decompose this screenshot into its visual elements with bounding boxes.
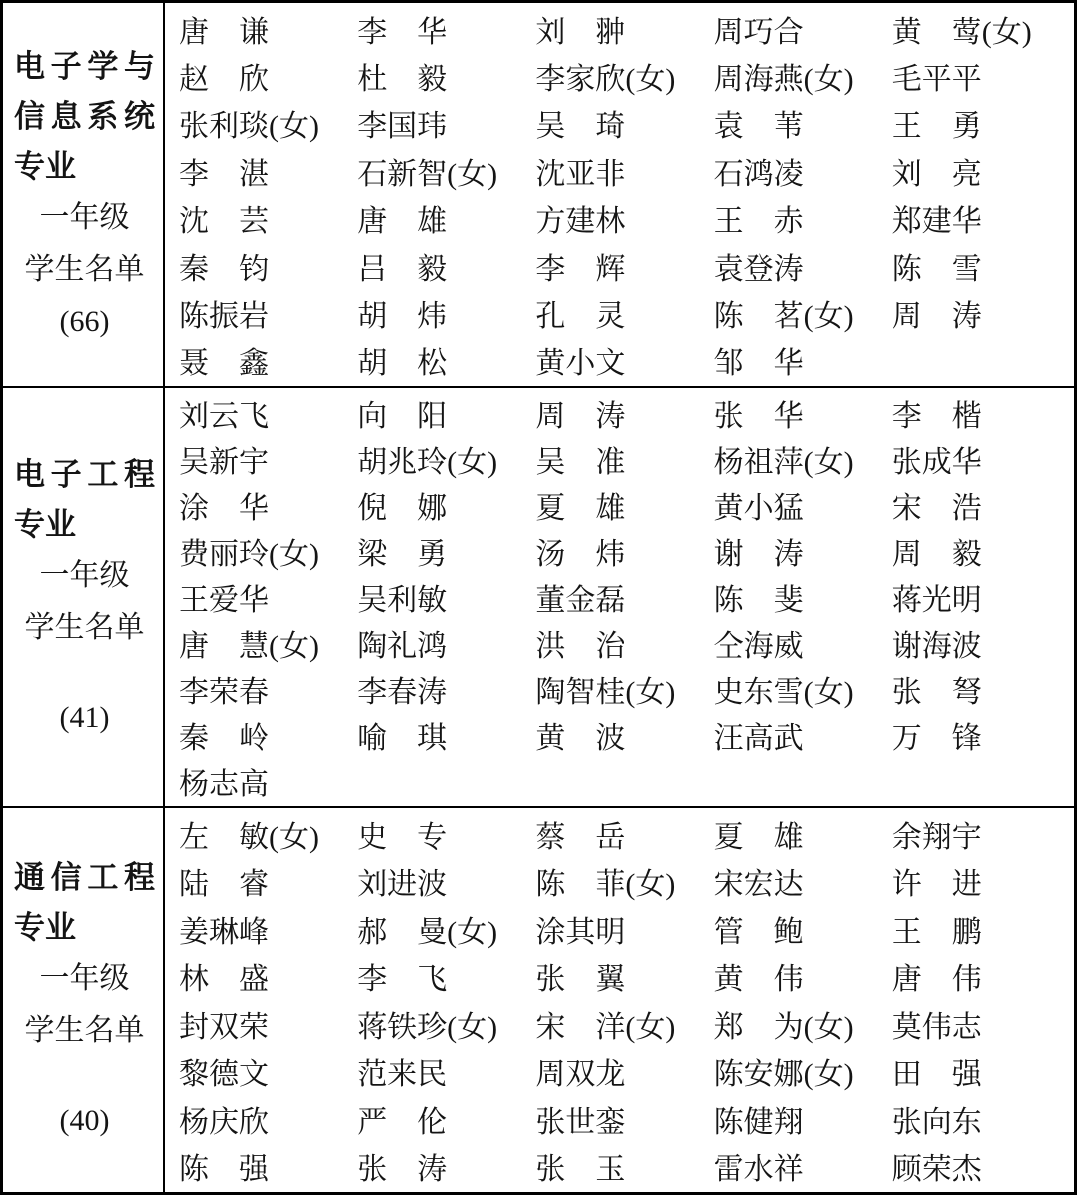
major-name-char: 信	[50, 860, 82, 895]
student-name: 陈安娜(女)	[713, 1058, 854, 1092]
student-name: 仝海威	[713, 630, 804, 663]
student-name: 刘 亮	[891, 157, 982, 191]
major-name-char: 通	[14, 860, 45, 895]
student-name: 沈亚非	[535, 157, 626, 191]
student-name: 左 敏(女)	[179, 820, 319, 854]
section-header-content	[14, 42, 155, 348]
student-name: 向 阳	[357, 400, 448, 433]
student-name: 宋 洋(女)	[535, 1010, 676, 1044]
student-name: 万 锋	[891, 722, 982, 755]
student-name: 雷水祥	[713, 1153, 804, 1187]
student-name: 黄小猛	[713, 492, 804, 525]
student-name: 吴利敏	[357, 584, 448, 617]
student-name: 涂 华	[179, 492, 269, 525]
student-name: 张 翼	[535, 963, 626, 997]
student-name: 夏 雄	[713, 820, 804, 854]
student-name: 刘 翀	[535, 15, 626, 49]
major-name-char: 电	[14, 48, 45, 84]
student-name: 周 涛	[891, 299, 982, 333]
student-name: 唐 伟	[891, 963, 982, 997]
student-name: 陆 睿	[179, 868, 269, 902]
student-name: 胡 松	[357, 347, 448, 381]
student-name: 李春涛	[357, 676, 448, 709]
student-name: 张世銮	[535, 1105, 626, 1139]
student-name: 史 专	[357, 820, 448, 854]
roster-label: 学生名单	[24, 252, 145, 286]
major-name-line	[14, 92, 155, 142]
student-name: 许 进	[891, 868, 982, 902]
major-name-char: 工	[87, 457, 119, 492]
student-name: 郑建华	[891, 205, 982, 239]
student-name: 石新智(女)	[357, 157, 498, 191]
major-section	[3, 386, 1074, 806]
major-name-char: 电	[14, 457, 45, 492]
student-name: 费丽玲(女)	[179, 538, 319, 571]
major-name-char: 程	[123, 860, 155, 895]
student-name: 涂其明	[535, 915, 626, 949]
student-name: 蔡 岳	[535, 820, 626, 854]
section-header-content	[14, 450, 155, 744]
student-name: 喻 琪	[357, 722, 448, 755]
empty-cell	[892, 758, 1070, 804]
student-name: 孔 灵	[535, 299, 626, 333]
student-name: 倪 娜	[357, 492, 448, 525]
student-name: 吴 准	[535, 446, 626, 479]
empty-cell	[357, 758, 535, 804]
student-name: 严 伦	[357, 1105, 448, 1139]
student-name: 周 毅	[891, 538, 982, 571]
student-name: 陶智桂(女)	[535, 676, 676, 709]
student-name: 史东雪(女)	[713, 676, 854, 709]
student-name: 方建林	[535, 205, 626, 239]
student-name: 洪 治	[535, 630, 626, 663]
student-name: 谢 涛	[713, 538, 804, 571]
student-name: 周海燕(女)	[713, 63, 854, 97]
student-name: 宋宏达	[713, 868, 804, 902]
student-name: 汤 炜	[535, 538, 626, 571]
major-section	[3, 3, 1074, 386]
roster-label: 学生名单	[24, 1014, 145, 1047]
student-name: 李 楷	[891, 400, 982, 433]
major-name-line	[14, 42, 155, 92]
student-name: 杜 毅	[357, 63, 448, 97]
student-name: 郑 为(女)	[713, 1010, 854, 1044]
student-name: 邹 华	[713, 347, 804, 381]
student-name: 黄 波	[535, 722, 626, 755]
major-name-char: 信	[14, 98, 45, 134]
student-count: (66)	[59, 304, 110, 338]
major-name-line	[14, 853, 155, 903]
student-name: 周巧合	[713, 15, 804, 49]
empty-cell	[714, 758, 892, 804]
student-name: 胡兆玲(女)	[357, 446, 498, 479]
student-name: 林 盛	[179, 963, 269, 997]
empty-cell	[535, 758, 713, 804]
student-name: 田 强	[891, 1058, 982, 1092]
student-name: 余翔宇	[891, 820, 982, 854]
student-name: 李家欣(女)	[535, 63, 676, 97]
student-name: 石鸿凌	[713, 157, 804, 191]
student-name: 李国玮	[357, 110, 448, 144]
student-name: 陈 菲(女)	[535, 868, 676, 902]
names-grid	[165, 808, 1074, 1192]
student-name: 郝 曼(女)	[357, 915, 498, 949]
student-name: 吴新宇	[179, 446, 269, 479]
student-name: 杨庆欣	[179, 1105, 269, 1139]
major-name-char: 息	[50, 98, 82, 134]
student-name: 吕 毅	[357, 252, 448, 286]
student-name: 谢海波	[891, 630, 982, 663]
student-name: 陈 茗(女)	[713, 299, 854, 333]
student-name: 黄 伟	[713, 963, 804, 997]
section-header-cell	[3, 388, 165, 806]
student-name: 杨祖萍(女)	[713, 446, 854, 479]
student-name: 刘进波	[357, 868, 448, 902]
major-name-line	[14, 450, 155, 500]
student-name: 黄 莺(女)	[891, 15, 1032, 49]
major-name-char: 统	[123, 98, 155, 134]
major-name-line: 专业	[14, 507, 76, 542]
student-name: 吴 琦	[535, 110, 626, 144]
student-name: 梁 勇	[357, 538, 448, 571]
student-name: 封双荣	[179, 1010, 269, 1044]
student-name: 李 华	[357, 15, 448, 49]
student-name: 张 涛	[357, 1153, 448, 1187]
major-name-char: 系	[87, 98, 119, 134]
student-name: 顾荣杰	[891, 1153, 982, 1187]
student-name: 周 涛	[535, 400, 626, 433]
major-name-line: 专业	[14, 148, 76, 184]
student-name: 张 玉	[535, 1153, 626, 1187]
section-header-content	[14, 853, 155, 1147]
student-name: 张成华	[891, 446, 982, 479]
grade-label: 一年级	[39, 559, 130, 592]
student-name: 刘云飞	[179, 400, 269, 433]
student-name: 胡 炜	[357, 299, 448, 333]
student-name: 赵 欣	[179, 63, 269, 97]
student-name: 黎德文	[179, 1058, 269, 1092]
student-name: 毛平平	[891, 63, 982, 97]
student-name: 王 赤	[713, 205, 804, 239]
student-count: (41)	[59, 701, 110, 734]
grade-label: 一年级	[39, 200, 130, 234]
names-grid	[165, 3, 1074, 386]
student-name: 宋 浩	[891, 492, 982, 525]
major-name-line: 专业	[14, 910, 76, 945]
student-name: 秦 岭	[179, 722, 269, 755]
student-name: 张 华	[713, 400, 804, 433]
student-name: 汪高武	[713, 722, 804, 755]
section-header-cell	[3, 3, 165, 386]
major-name-char: 学	[87, 48, 119, 84]
student-name: 陈 斐	[713, 584, 804, 617]
student-name: 唐 雄	[357, 205, 448, 239]
student-name: 管 鲍	[713, 915, 804, 949]
student-name: 蒋光明	[891, 584, 982, 617]
empty-cell	[892, 337, 1070, 384]
student-name: 聂 鑫	[179, 347, 269, 381]
names-grid	[165, 388, 1074, 806]
student-name: 李荣春	[179, 676, 269, 709]
student-name: 黄小文	[535, 347, 626, 381]
student-name: 陈健翔	[713, 1105, 804, 1139]
major-name-char: 子	[50, 48, 82, 84]
student-name: 张利琰(女)	[179, 110, 319, 144]
student-name: 唐 谦	[179, 15, 269, 49]
major-name-char: 工	[87, 860, 119, 895]
student-name: 王爱华	[179, 584, 269, 617]
student-name: 秦 钧	[179, 252, 269, 286]
student-name: 沈 芸	[179, 205, 269, 239]
major-name-char: 子	[50, 457, 82, 492]
student-name: 李 辉	[535, 252, 626, 286]
student-name: 姜琳峰	[179, 915, 269, 949]
major-name-char: 与	[123, 48, 155, 84]
student-name: 周双龙	[535, 1058, 626, 1092]
student-name: 蒋铁珍(女)	[357, 1010, 498, 1044]
student-name: 董金磊	[535, 584, 626, 617]
major-name-char: 程	[123, 457, 155, 492]
student-name: 王 鹏	[891, 915, 982, 949]
grade-label: 一年级	[39, 962, 130, 995]
student-name: 陶礼鸿	[357, 630, 448, 663]
student-name: 范来民	[357, 1058, 448, 1092]
roster-label: 学生名单	[24, 611, 145, 644]
student-name: 李 飞	[357, 963, 448, 997]
student-name: 杨志高	[179, 768, 269, 801]
student-name: 张向东	[891, 1105, 982, 1139]
student-name: 陈 强	[179, 1153, 269, 1187]
student-name: 陈 雪	[891, 252, 982, 286]
student-name: 张 弩	[891, 676, 982, 709]
section-header-cell	[3, 808, 165, 1192]
student-name: 袁登涛	[713, 252, 804, 286]
student-name: 李 湛	[179, 157, 269, 191]
student-name: 夏 雄	[535, 492, 626, 525]
student-name: 莫伟志	[891, 1010, 982, 1044]
student-name: 袁 苇	[713, 110, 804, 144]
major-section	[3, 806, 1074, 1192]
student-name: 唐 慧(女)	[179, 630, 319, 663]
student-name: 陈振岩	[179, 299, 269, 333]
student-name: 王 勇	[891, 110, 982, 144]
student-count: (40)	[59, 1104, 110, 1137]
